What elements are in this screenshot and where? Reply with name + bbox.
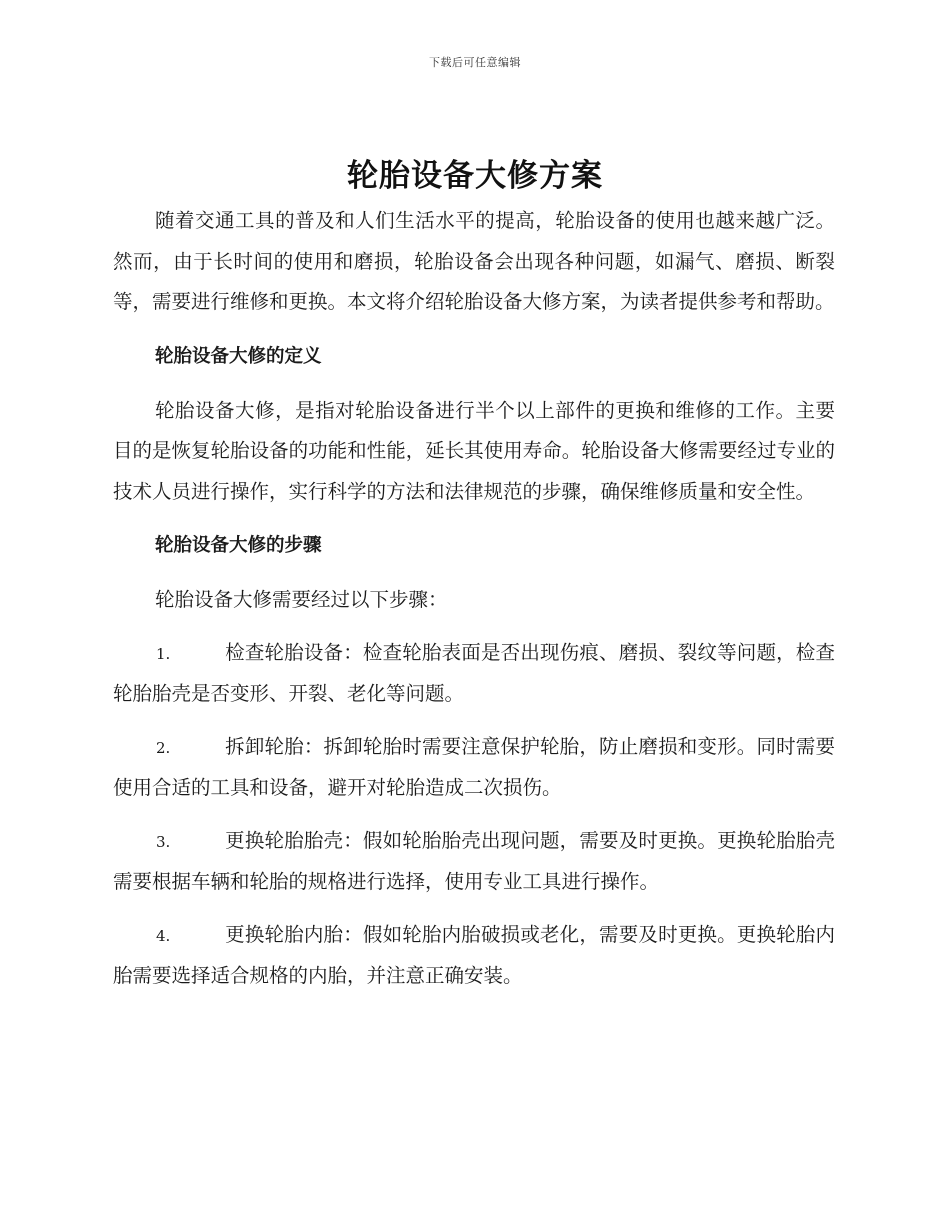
step-item xyxy=(113,633,835,715)
steps-lead-paragraph: 轮胎设备大修需要经过以下步骤： xyxy=(155,588,448,611)
step-item xyxy=(113,821,835,903)
step-item xyxy=(113,915,835,997)
step-text: 检查轮胎设备：检查轮胎表面是否出现伤痕、磨损、裂纹等问题，检查轮胎胎壳是否变形、开裂、老化等问题。 xyxy=(113,640,835,705)
definition-paragraph: 轮胎设备大修，是指对轮胎设备进行半个以上部件的更换和维修的工作。主要目的是恢复轮胎设备的功能和性能，延长其使用寿命。轮胎设备大修需要经过专业的技术人员进行操作，实行科学的方法和法律规范的步骤，确保维修质量和安全性。 xyxy=(113,398,835,503)
section-heading-definition: 轮胎设备大修的定义 xyxy=(155,345,322,367)
step-item xyxy=(113,727,835,809)
step-number: 2. xyxy=(156,738,171,757)
intro-paragraph: 随着交通工具的普及和人们生活水平的提高，轮胎设备的使用也越来越广泛。然而，由于长时间的使用和磨损，轮胎设备会出现各种问题，如漏气、磨损、断裂等，需要进行维修和更换。本文将介绍轮胎设备大修方案，为读者提供参考和帮助。 xyxy=(113,209,835,313)
step-number: 1. xyxy=(156,644,171,663)
step-text: 更换轮胎内胎：假如轮胎内胎破损或老化，需要及时更换。更换轮胎内胎需要选择适合规格的内胎，并注意正确安装。 xyxy=(113,922,835,987)
page-header-note: 下载后可任意编辑 xyxy=(429,56,521,69)
section-heading-steps: 轮胎设备大修的步骤 xyxy=(155,535,322,556)
step-text: 更换轮胎胎壳：假如轮胎胎壳出现问题，需要及时更换。更换轮胎胎壳需要根据车辆和轮胎的规格进行选择，使用专业工具进行操作。 xyxy=(113,828,835,893)
document-title: 轮胎设备大修方案 xyxy=(347,158,603,194)
step-number: 4. xyxy=(156,926,171,945)
step-text: 拆卸轮胎：拆卸轮胎时需要注意保护轮胎，防止磨损和变形。同时需要使用合适的工具和设备，避开对轮胎造成二次损伤。 xyxy=(113,734,835,799)
document-body xyxy=(113,201,835,997)
step-number: 3. xyxy=(156,832,171,851)
